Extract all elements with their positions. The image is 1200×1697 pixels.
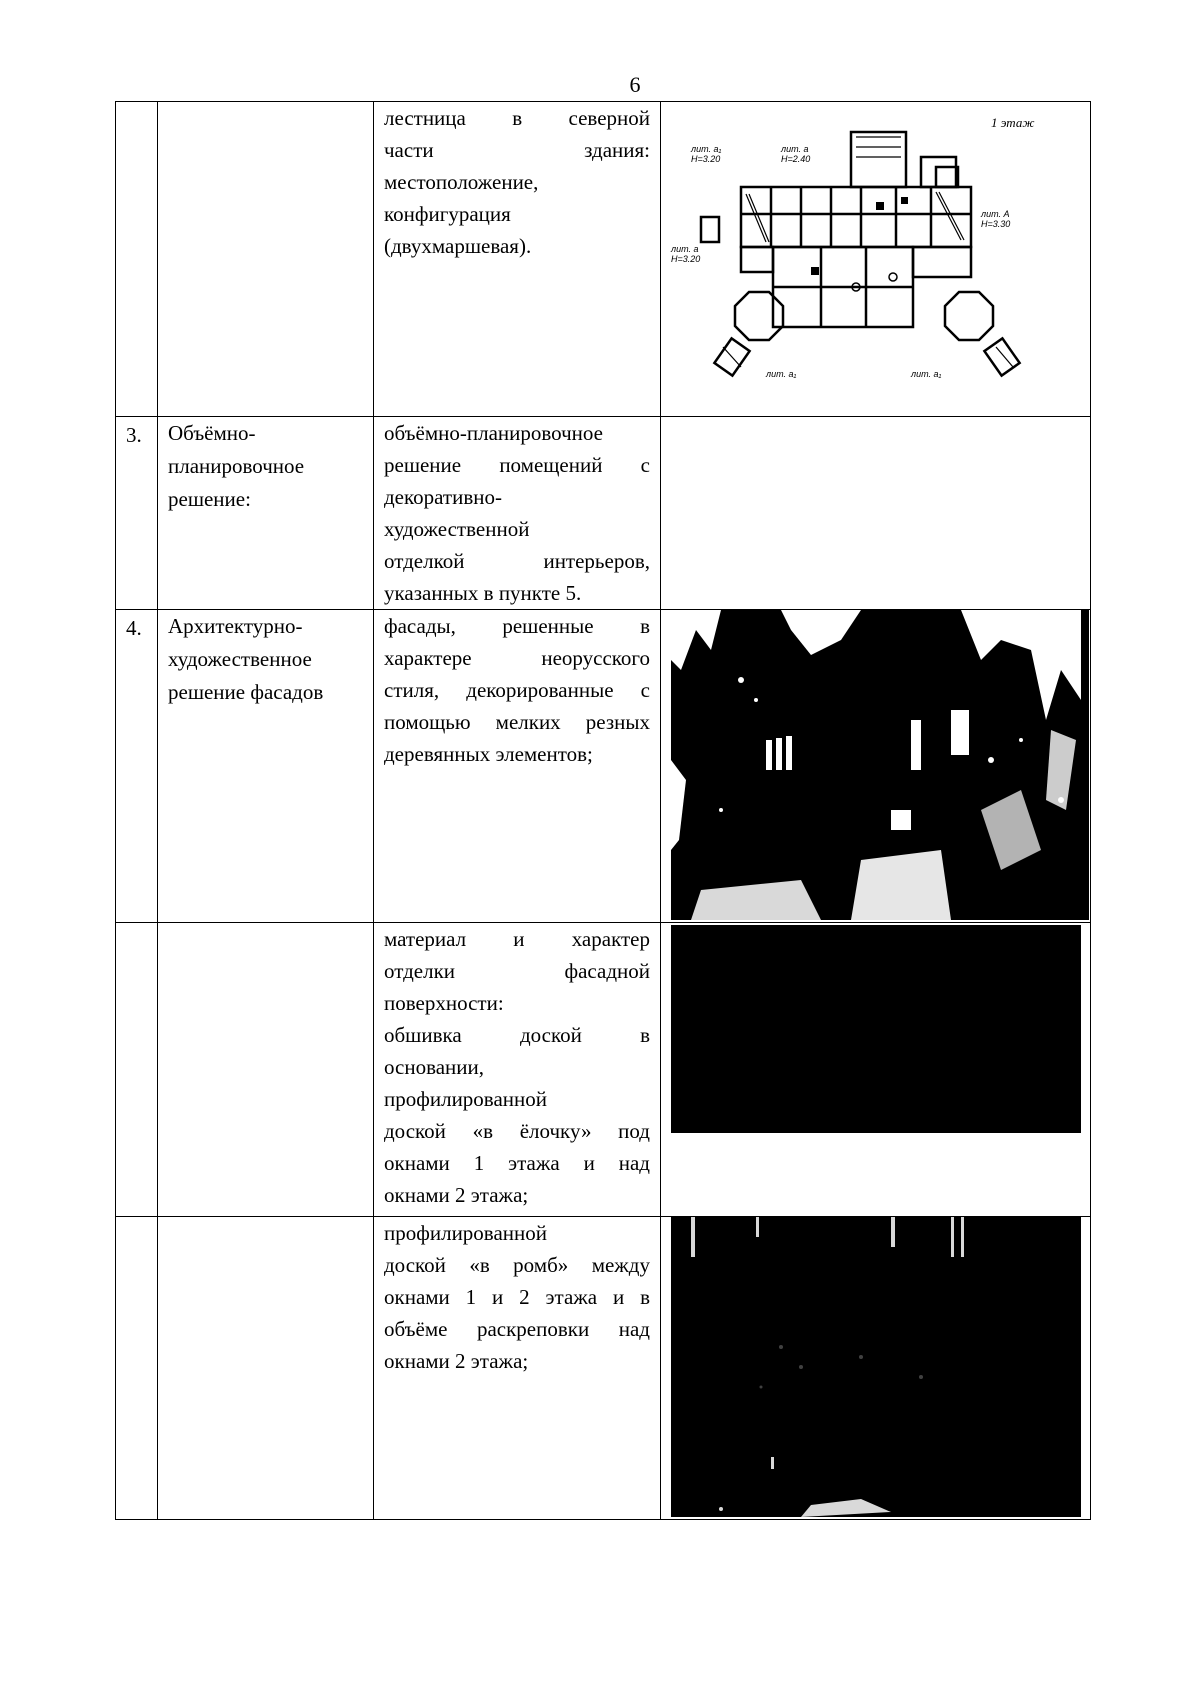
rhomb-photo	[661, 1217, 1089, 1517]
row-text	[374, 923, 661, 1217]
svg-text:лит. а₁: лит. а₁	[691, 144, 722, 154]
label-line: Объёмно-	[168, 421, 256, 445]
text-line: поверхности:	[384, 991, 504, 1015]
text-line: отделкой интерьеров,	[384, 549, 650, 573]
text-line: местоположение,	[384, 170, 539, 194]
text-line: профилированной	[384, 1221, 547, 1245]
svg-text:лит. а: лит. а	[671, 244, 699, 254]
row-text	[374, 417, 661, 610]
row-label	[158, 923, 374, 1217]
floor-plan-cell	[661, 102, 1091, 417]
page-number: 6	[629, 72, 641, 97]
text-line: доской «в ромб» между	[384, 1253, 650, 1277]
table-row	[116, 610, 1091, 923]
table-row	[116, 417, 1091, 610]
rhomb-photo-cell	[661, 1217, 1091, 1520]
text-line: материал и характер	[384, 927, 650, 951]
svg-text:лит. а₁: лит. а₁	[766, 369, 797, 379]
text-line: помощью мелких резных	[384, 710, 650, 734]
row-label	[158, 1217, 374, 1520]
row-text	[374, 1217, 661, 1520]
text-line: объёмно-планировочное	[384, 421, 603, 445]
row-label	[158, 610, 374, 923]
text-line: лестница в северной	[384, 106, 650, 130]
document-table	[115, 101, 1091, 1520]
text-line: объёме раскреповки над	[384, 1317, 650, 1341]
svg-text:Н=2.40: Н=2.40	[781, 154, 811, 164]
text-line: окнами 1 этажа и над	[384, 1151, 650, 1175]
facade-photo-cell	[661, 610, 1091, 923]
text-line: конфигурация	[384, 202, 511, 226]
text-line: (двухмаршевая).	[384, 234, 532, 258]
svg-text:Н=3.20: Н=3.20	[671, 254, 701, 264]
text-line: профилированной	[384, 1087, 547, 1111]
text-line: окнами 1 и 2 этажа и в	[384, 1285, 650, 1309]
row-number	[116, 102, 158, 417]
text-line: доской «в ёлочку» под	[384, 1119, 650, 1143]
table-row	[116, 102, 1091, 417]
row-label	[158, 102, 374, 417]
text-line: стиля, декорированные с	[384, 678, 650, 702]
row-number	[116, 923, 158, 1217]
svg-text:лит. а₁: лит. а₁	[911, 369, 942, 379]
svg-text:лит. а: лит. а	[781, 144, 809, 154]
cladding-photo	[661, 923, 1089, 1215]
label-line: решение:	[168, 487, 251, 511]
table-row	[116, 1217, 1091, 1520]
text-line: окнами 2 этажа;	[384, 1183, 529, 1207]
plan-floor-label: 1 этаж	[991, 115, 1035, 130]
text-line: декоративно-	[384, 485, 502, 509]
row-text	[374, 102, 661, 417]
label-line: художественное	[168, 647, 312, 671]
text-line: художественной	[384, 517, 530, 541]
text-line: окнами 2 этажа;	[384, 1349, 529, 1373]
svg-text:лит. А: лит. А	[981, 209, 1010, 219]
floor-plan-drawing	[661, 102, 1089, 414]
label-line: Архитектурно-	[168, 614, 303, 638]
text-line: деревянных элементов;	[384, 742, 593, 766]
table-row	[116, 923, 1091, 1217]
row-number: 3.	[116, 417, 158, 610]
text-line: фасады, решенные в	[384, 614, 650, 638]
text-line: основании,	[384, 1055, 485, 1079]
text-line: решение помещений с	[384, 453, 650, 477]
svg-text:Н=3.20: Н=3.20	[691, 154, 721, 164]
facade-photo	[661, 610, 1089, 920]
row-text	[374, 610, 661, 923]
text-line: отделки фасадной	[384, 959, 650, 983]
text-line: части здания:	[384, 138, 650, 162]
text-line: характере неорусского	[384, 646, 650, 670]
row-number: 4.	[116, 610, 158, 923]
text-line: указанных в пункте 5.	[384, 581, 582, 605]
label-line: решение фасадов	[168, 680, 324, 704]
label-line: планировочное	[168, 454, 305, 478]
svg-text:Н=3.30: Н=3.30	[981, 219, 1011, 229]
row-number	[116, 1217, 158, 1520]
cladding-photo-cell	[661, 923, 1091, 1217]
text-line: обшивка доской в	[384, 1023, 650, 1047]
empty-image-cell	[661, 417, 1091, 610]
row-label	[158, 417, 374, 610]
